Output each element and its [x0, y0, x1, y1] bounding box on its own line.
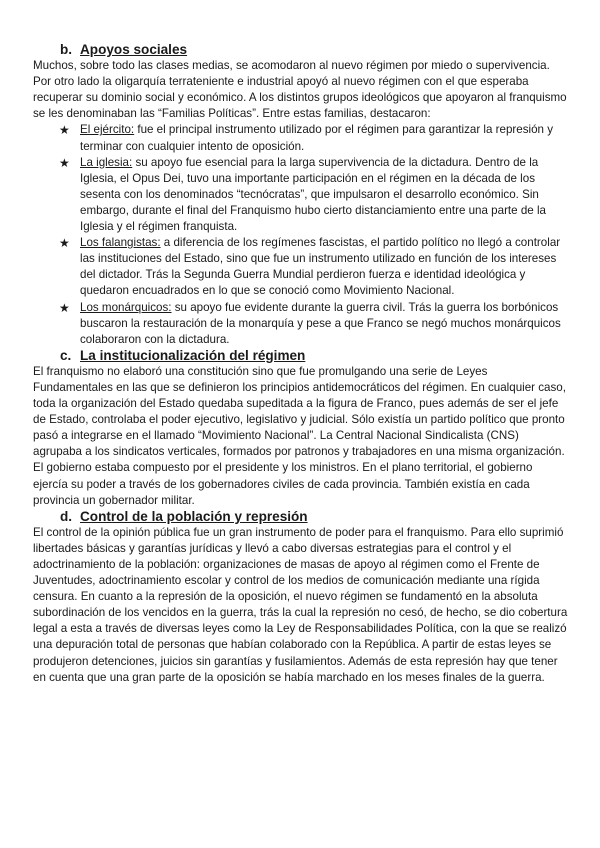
- list-item-text: a diferencia de los regímenes fascistas, el partido político no llegó a controlar las instituciones del Estado, sino que fue un instrumento utilizado en función de los intereses del dictador. Trás la Segunda Guerra Mundial perdieron fuerza e identidad ideológica y quedaron encuadrados en lo que se conoció como Movimiento Nacional.: [80, 236, 561, 298]
- section-b-heading: [33, 42, 570, 58]
- list-item-text: su apoyo fue evidente durante la guerra civil. Trás la guerra los borbónicos buscaron la restauración de la monarquía y pese a que Franco se negó muchos monárquicos colaboraron con la dictadura.: [80, 300, 561, 346]
- list-item: [59, 155, 570, 235]
- list-item: [59, 235, 570, 299]
- section-c-heading: [33, 348, 570, 364]
- section-b-title: Apoyos sociales: [80, 42, 188, 57]
- list-item-text: fue el principal instrumento utilizado por el régimen para garantizar la represión y terminar con cualquier intento de oposición.: [80, 123, 554, 153]
- list-item-text: su apoyo fue esencial para la larga supervivencia de la dictadura. Dentro de la Iglesia, el Opus Dei, tuvo una importante participación en el régimen en la década de los sesenta con los denominados “tecnócratas”, que impulsaron el desarrollo económico. Sin embargo, durante el final del Franquismo hubo cierto distanciamiento entre una parte de la Iglesia y el régimen franquista.: [80, 155, 546, 234]
- star-icon: ★: [59, 123, 70, 138]
- section-c-title: La institucionalización del régimen: [80, 347, 306, 363]
- section-d-title: Control de la población y represión: [80, 508, 308, 524]
- section-c-letter: c.: [60, 347, 72, 363]
- section-b-letter: b.: [60, 42, 73, 57]
- list-item-term: El ejército:: [80, 123, 135, 137]
- list-item-term: La iglesia:: [80, 155, 133, 169]
- list-item-term: Los falangistas:: [80, 236, 161, 250]
- section-d-letter: d.: [60, 508, 73, 524]
- section-d-heading: [33, 509, 570, 525]
- families-list: [33, 122, 570, 347]
- list-item: [59, 300, 570, 348]
- list-item-term: Los monárquicos:: [80, 300, 172, 314]
- star-icon: ★: [59, 236, 70, 251]
- star-icon: ★: [59, 155, 70, 170]
- section-b-intro: Muchos, sobre todo las clases medias, se acomodaron al nuevo régimen por miedo o supervivencia. Por otro lado la oligarquía terrateniente e industrial apoyó al nuevo régimen con el que esperaba recuperar su dominio social y económico. A los distintos grupos ideológicos que apoyaron al franquismo se les denominaban las “Familias Políticas”. Entre estas familias, destacaron:: [33, 59, 567, 121]
- star-icon: ★: [59, 300, 70, 315]
- list-item: [59, 122, 570, 154]
- section-d-text: El control de la opinión pública fue un gran instrumento de poder para el franquismo. Para ello suprimió libertades básicas y garantías jurídicas y llevó a cabo diversas estrategias para el control y el adoctrinamiento de la población: organizaciones de masas de apoyo al régimen como el Frente de Juventudes, adoctrinamiento escolar y control de los medios de comunicación mediante una rígida censura. En cuanto a la represión de la oposición, el nuevo régimen se fundamentó en la absoluta subordinación de los vencidos en la guerra, trás la cual la represión no cesó, de hecho, se dio cobertura legal a esta a través de diversas leyes como la Ley de Responsabilidades Política, con la que se realizó una depuración total de personas que habían colaborado con la República. A partir de estas leyes se produjeron detenciones, juicios sin garantías y fusilamientos. Además de esta represión hay que tener en cuenta que una gran parte de la oposición se había marchado en los meses finales de la guerra.: [33, 525, 568, 684]
- section-c-text: El franquismo no elaboró una constitución sino que fue promulgando una serie de Leyes Fundamentales en las que se definieron los principios antidemocráticos del régimen. En cualquier caso, toda la organización del Estado quedaba supeditada a la figura de Franco, pues además de ser el jefe de Estado, controlaba el poder ejecutivo, legislativo y judicial. Sólo existía un partido político que pronto pasó a integrarse en el llamado “Movimiento Nacional”. La Central Nacional Sindicalista (CNS) agrupaba a los sindicatos verticales, formados por patronos y trabajadores en una misma organización. El gobierno estaba compuesto por el presidente y los ministros. En el plano territorial, el gobierno ejercía su poder a través de los gobernadores civiles de cada provincia. También existía en cada provincia un gobernador militar.: [33, 364, 566, 507]
